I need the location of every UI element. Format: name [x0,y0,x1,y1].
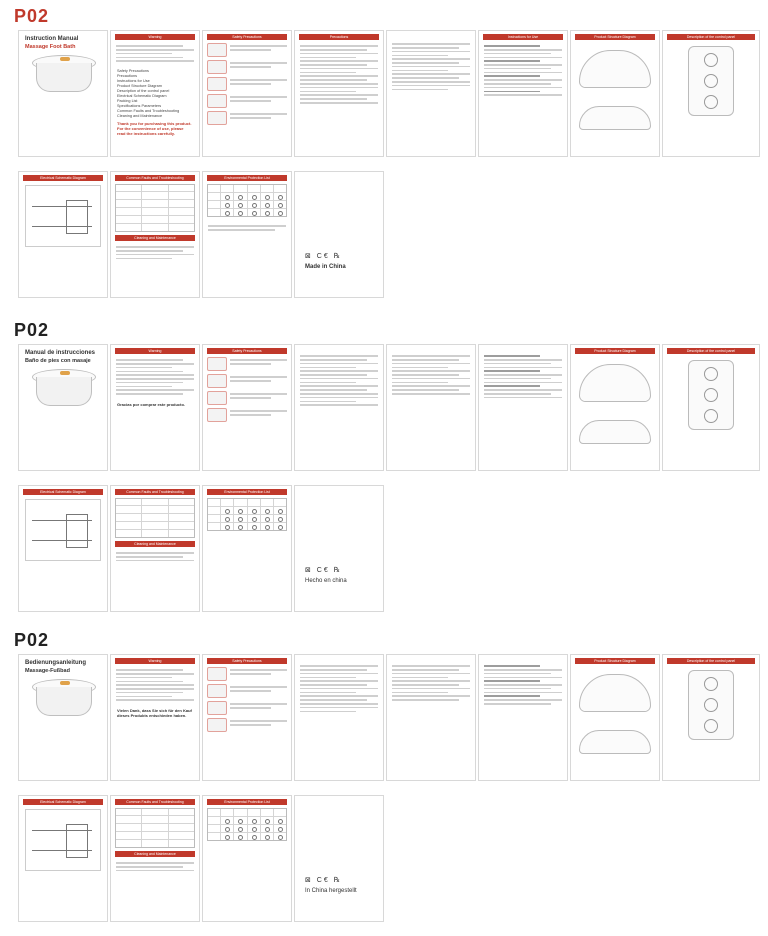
control-panel-diagram [688,670,734,740]
panel-header: Environmental Protection List [207,799,287,805]
foot-bath-illustration [30,677,96,719]
troubleshooting-panel [110,171,200,298]
certification-marks: ⊠ C€ ℞ [305,877,342,884]
cover-product-name: Massage Foot Bath [25,44,76,50]
warning-icon [207,94,227,108]
power-button-icon [704,53,718,67]
warning-icon [207,43,227,57]
foot-bath-illustration [30,367,96,409]
power-button-icon [704,367,718,381]
control-panel-diagram [688,46,734,116]
safety-panel [202,30,292,157]
panel-header: Description of the control panel [667,34,755,40]
thank-you-text: Gracias por comprar este producto. [117,402,186,407]
precautions-panel-2 [386,344,476,471]
control-panel-page [662,654,760,781]
made-in-label: Hecho en china [305,578,347,584]
warning-icon [207,684,227,698]
structure-diagram-base [579,730,651,754]
troubleshooting-table [115,808,195,848]
section-title: P02 [14,6,50,26]
precautions-panel-2 [386,654,476,781]
warning-icon [207,77,227,91]
mode-button-icon [704,74,718,88]
panel-header: Common Faults and Troubleshooting [115,799,195,805]
panel-header: Description of the control panel [667,348,755,354]
panel-header: Product Structure Diagram [575,348,655,354]
cover-heading: Bedienungsanleitung [25,660,87,666]
hazardous-table [207,808,287,841]
panel-header: Electrical Schematic Diagram [23,489,103,495]
structure-diagram-base [579,420,651,444]
structure-diagram-base [579,106,651,130]
precautions-panel-2 [386,30,476,157]
foot-bath-illustration [30,53,96,95]
troubleshooting-panel [110,485,200,612]
cover-panel [18,344,108,471]
certification-marks: ⊠ C€ ℞ [305,567,342,574]
section-title: P02 [14,630,50,650]
safety-panel [202,344,292,471]
toc-entry: Specifications Parameters [117,104,162,109]
contents-panel [110,654,200,781]
panel-header: Electrical Schematic Diagram [23,175,103,181]
massage-button-icon [704,409,718,423]
troubleshooting-table [115,184,195,232]
made-in-label: In China hergestellt [305,888,357,894]
instructions-panel [478,344,568,471]
structure-diagram [579,50,651,88]
toc-entry: Common Faults and Troubleshooting [117,109,180,114]
panel-header: Cleaning and Maintenance [115,235,195,241]
manual-spread [18,344,760,626]
cover-heading: Manual de instrucciones [25,350,96,356]
hazardous-panel [202,795,292,922]
panel-header: Electrical Schematic Diagram [23,799,103,805]
panel-header: Warning [115,348,195,354]
mode-button-icon [704,388,718,402]
hazardous-table [207,184,287,217]
schematic-diagram [25,499,101,561]
structure-panel [570,654,660,781]
instructions-panel [478,654,568,781]
thank-you-text: Thank you for purchasing this product. For the convenience of use, please read the instructions carefully. [117,121,192,137]
toc-entry: Packing List [117,99,138,104]
panel-header: Common Faults and Troubleshooting [115,489,195,495]
warning-icon [207,357,227,371]
warning-icon [207,667,227,681]
cover-product-name: Baño de pies con masaje [25,358,91,364]
panel-header: Safety Precautions [207,658,287,664]
mode-button-icon [704,698,718,712]
precautions-panel [294,30,384,157]
toc-entry: Product Structure Diagram [117,84,162,89]
panel-header: Precautions [299,34,379,40]
cover-panel [18,654,108,781]
toc-entry: Description of the control panel [117,89,170,94]
warning-icon [207,60,227,74]
panel-header: Cleaning and Maintenance [115,851,195,857]
panel-header: Safety Precautions [207,34,287,40]
made-in-label: Made in China [305,264,346,270]
toc-entry: Instructions for Use [117,79,150,84]
structure-panel [570,344,660,471]
panel-header: Common Faults and Troubleshooting [115,175,195,181]
section-title: P02 [14,320,50,340]
toc-entry: Electrical Schematic Diagram [117,94,167,99]
contents-panel [110,30,200,157]
cover-panel [18,30,108,157]
safety-panel [202,654,292,781]
troubleshooting-table [115,498,195,538]
panel-header: Environmental Protection List [207,175,287,181]
schematic-panel [18,485,108,612]
certification-marks: ⊠ C€ ℞ [305,253,342,260]
contents-panel [110,344,200,471]
massage-button-icon [704,95,718,109]
toc-entry: Safety Precautions [117,69,149,74]
hazardous-panel [202,171,292,298]
warning-icon [207,391,227,405]
control-panel-page [662,344,760,471]
panel-header: Product Structure Diagram [575,658,655,664]
instructions-panel [478,30,568,157]
thank-you-text: Vielen Dank, dass Sie sich für den Kauf dieses Produkts entschieden haben. [117,708,192,719]
cover-heading: Instruction Manual [25,36,79,42]
power-button-icon [704,677,718,691]
precautions-panel [294,654,384,781]
cover-product-name: Massage-Fußbad [25,668,70,674]
back-cover-panel [294,171,384,298]
structure-panel [570,30,660,157]
back-cover-panel [294,485,384,612]
manual-spread [18,30,760,312]
warning-icon [207,374,227,388]
panel-header: Instructions for Use [483,34,563,40]
structure-diagram [579,364,651,402]
back-cover-panel [294,795,384,922]
hazardous-table [207,498,287,531]
toc-entry: Cleaning and Maintenance [117,114,163,119]
schematic-panel [18,795,108,922]
schematic-diagram [25,185,101,247]
toc-entry: Precautions [117,74,138,79]
panel-header: Environmental Protection List [207,489,287,495]
warning-icon [207,718,227,732]
panel-header: Description of the control panel [667,658,755,664]
structure-diagram [579,674,651,712]
panel-header: Cleaning and Maintenance [115,541,195,547]
troubleshooting-panel [110,795,200,922]
table-of-contents [117,69,193,119]
panel-header: Product Structure Diagram [575,34,655,40]
panel-header: Safety Precautions [207,348,287,354]
massage-button-icon [704,719,718,733]
warning-icon [207,408,227,422]
panel-header: Warning [115,34,195,40]
hazardous-panel [202,485,292,612]
warning-icon [207,701,227,715]
schematic-panel [18,171,108,298]
panel-header: Warning [115,658,195,664]
control-panel-diagram [688,360,734,430]
manual-spread [18,654,760,936]
precautions-panel [294,344,384,471]
control-panel-page [662,30,760,157]
warning-icon [207,111,227,125]
schematic-diagram [25,809,101,871]
